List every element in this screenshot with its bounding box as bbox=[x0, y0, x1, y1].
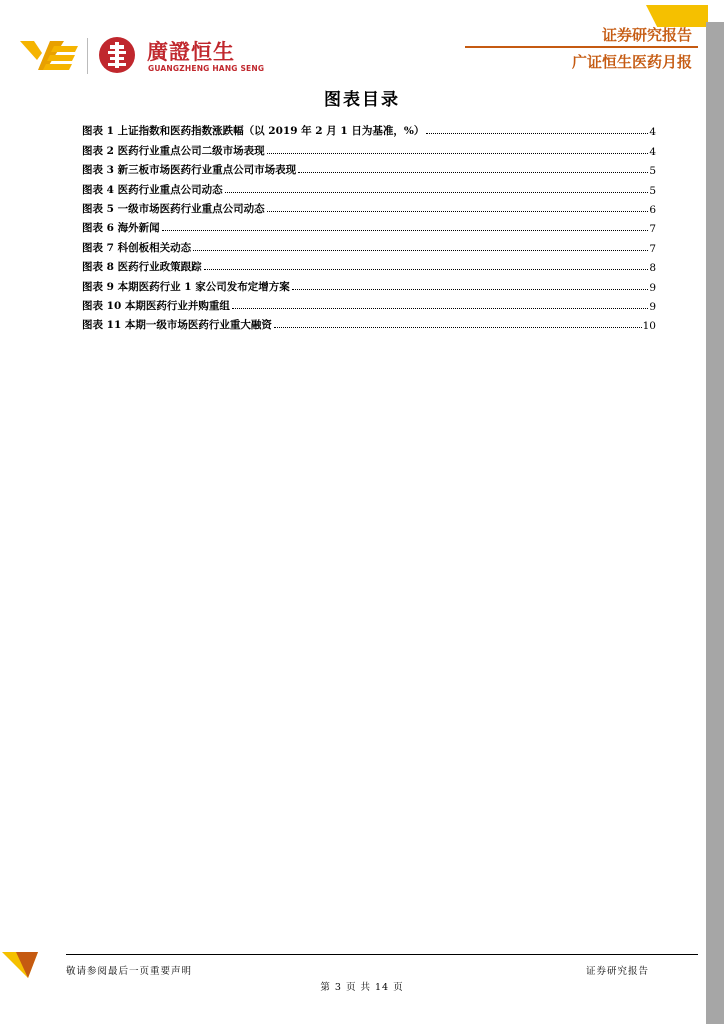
toc-entry-label: 图表 10 本期医药行业并购重组 bbox=[82, 299, 230, 312]
toc-leader bbox=[162, 230, 649, 231]
toc-entry[interactable] bbox=[82, 313, 656, 332]
toc-leader bbox=[225, 192, 649, 193]
toc-entry-page: 4 bbox=[649, 126, 656, 139]
toc-entry-label: 图表 8 医药行业政策跟踪 bbox=[82, 261, 202, 274]
footer-disclaimer: 敬请参阅最后一页重要声明 bbox=[66, 966, 193, 977]
toc-entry[interactable] bbox=[82, 274, 656, 293]
page-title: 图表目录 bbox=[324, 90, 400, 110]
toc-entry[interactable] bbox=[82, 119, 656, 138]
footer-triangle-icon bbox=[2, 950, 38, 982]
toc-entry[interactable] bbox=[82, 177, 656, 196]
toc-entry-label: 图表 3 新三板市场医药行业重点公司市场表现 bbox=[82, 164, 297, 177]
toc-entry-label: 图表 4 医药行业重点公司动态 bbox=[82, 183, 223, 196]
toc-entry-page: 7 bbox=[649, 242, 656, 255]
page-number: 第 3 页 共 14 页 bbox=[320, 982, 404, 993]
seal-logo-icon bbox=[98, 36, 136, 74]
toc-leader bbox=[204, 269, 649, 270]
ye-logo-icon bbox=[20, 38, 78, 74]
toc-entry-page: 10 bbox=[642, 320, 656, 333]
report-type-label: 证券研究报告 bbox=[601, 26, 692, 44]
toc-entry-label: 图表 6 海外新闻 bbox=[82, 222, 160, 235]
toc-entry[interactable] bbox=[82, 197, 656, 216]
table-of-figures bbox=[82, 119, 656, 332]
toc-entry-page: 5 bbox=[649, 184, 656, 197]
toc-entry-page: 4 bbox=[649, 145, 656, 158]
toc-leader bbox=[426, 133, 648, 134]
report-series-label: 广证恒生医药月报 bbox=[571, 53, 692, 71]
footer-divider bbox=[66, 954, 698, 955]
logo-divider bbox=[87, 38, 88, 74]
toc-entry[interactable] bbox=[82, 294, 656, 313]
toc-entry[interactable] bbox=[82, 216, 656, 235]
toc-entry-page: 8 bbox=[649, 262, 656, 275]
toc-entry[interactable] bbox=[82, 158, 656, 177]
toc-entry-label: 图表 2 医药行业重点公司二级市场表现 bbox=[82, 144, 265, 157]
toc-entry[interactable] bbox=[82, 235, 656, 254]
toc-entry[interactable] bbox=[82, 138, 656, 157]
toc-entry-page: 7 bbox=[649, 223, 656, 236]
toc-entry-page: 9 bbox=[649, 300, 656, 313]
toc-leader bbox=[232, 308, 648, 309]
toc-leader bbox=[292, 289, 649, 290]
toc-leader bbox=[274, 327, 642, 328]
toc-entry-label: 图表 5 一级市场医药行业重点公司动态 bbox=[82, 202, 265, 215]
toc-leader bbox=[298, 172, 648, 173]
toc-entry-label: 图表 9 本期医药行业 1 家公司发布定增方案 bbox=[82, 280, 290, 293]
toc-entry-label: 图表 7 科创板相关动态 bbox=[82, 241, 192, 254]
toc-leader bbox=[267, 211, 649, 212]
toc-entry-page: 9 bbox=[649, 281, 656, 294]
right-margin-bar bbox=[706, 22, 724, 1024]
toc-leader bbox=[193, 250, 648, 251]
toc-entry-label: 图表 1 上证指数和医药指数涨跌幅（以 2019 年 2 月 1 日为基准，%） bbox=[82, 125, 425, 138]
footer-report-type: 证券研究报告 bbox=[586, 966, 650, 977]
toc-leader bbox=[267, 153, 649, 154]
toc-entry[interactable] bbox=[82, 255, 656, 274]
toc-entry-page: 5 bbox=[649, 165, 656, 178]
brand-name-en: GUANGZHENG HANG SENG bbox=[148, 64, 265, 73]
header-divider bbox=[465, 46, 698, 48]
toc-entry-label: 图表 11 本期一级市场医药行业重大融资 bbox=[82, 319, 272, 332]
brand-name-cn: 廣證恒生 bbox=[147, 40, 235, 64]
toc-entry-page: 6 bbox=[649, 203, 656, 216]
